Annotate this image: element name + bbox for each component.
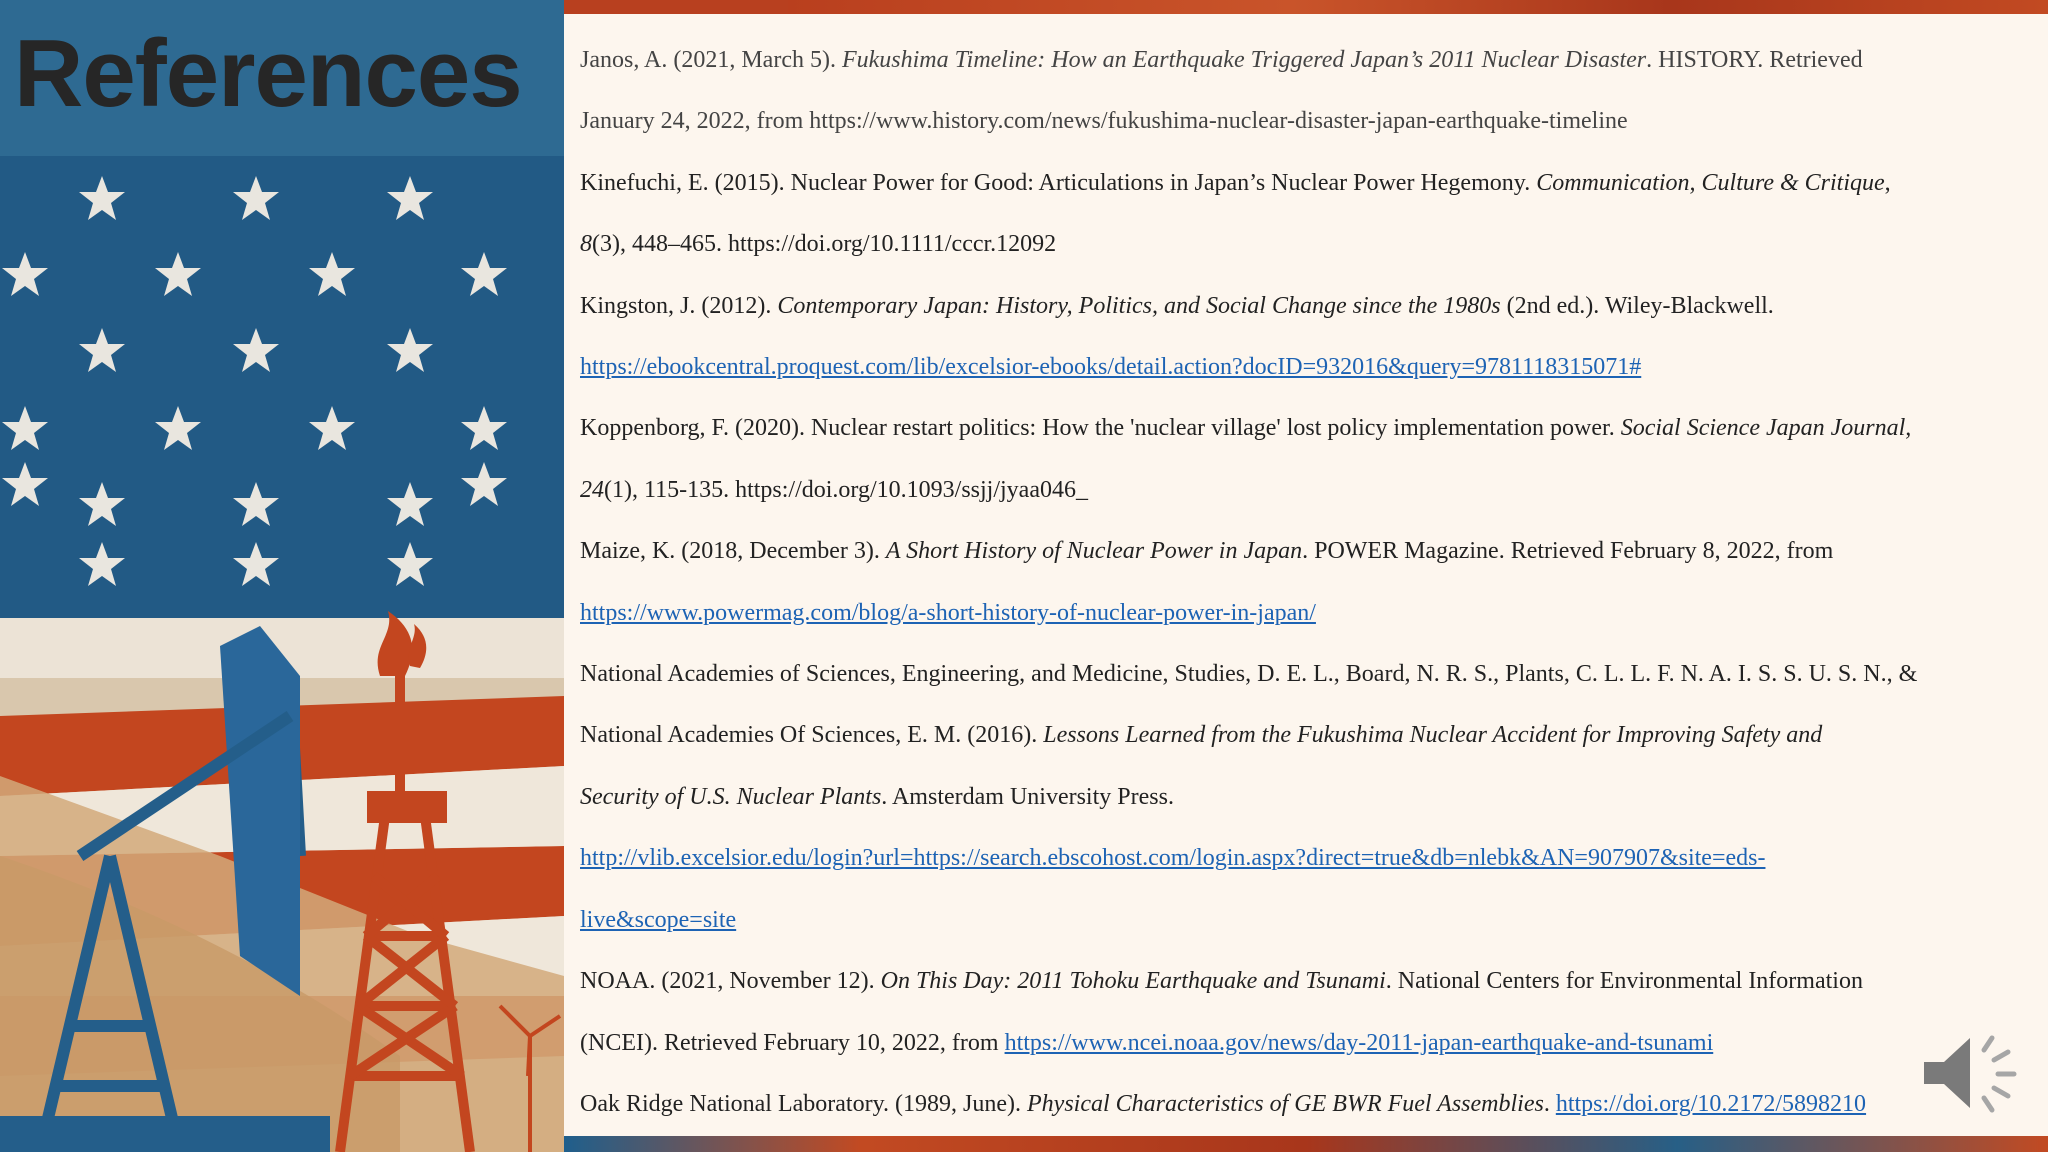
slide-title: References (14, 20, 522, 127)
reference-text: Janos, A. (2021, March 5). (580, 47, 842, 73)
references-panel (564, 14, 2048, 1136)
reference-text: National Academies of Sciences, Engineering, and Medicine, Studies, D. E. L., Board, N. R. S., Plants, C. L. L. F. N. A. I. S. S. U. S. N., & (580, 661, 1918, 688)
reference-text: Koppenborg, F. (2020). Nuclear restart politics: How the 'nuclear village' lost policy implementation power. (580, 415, 1621, 442)
reference-title: Security of U.S. Nuclear Plants (580, 783, 882, 810)
bottom-decorative-strip (564, 1136, 2048, 1152)
reference-link[interactable]: https://ebookcentral.proquest.com/lib/excelsior-ebooks/detail.action?docID=932016&query=9781118315071# (580, 354, 1642, 381)
reference-text: . (1543, 1090, 1556, 1117)
reference-text: Maize, K. (2018, December 3). (580, 538, 886, 565)
reference-koppenborg (580, 398, 2040, 521)
reference-link[interactable]: live&scope=site (580, 906, 737, 933)
reference-text: (3), 448–465. https://doi.org/10.1111/cccr.12092 (592, 231, 1057, 258)
reference-title: Communication, Culture & Critique (1536, 169, 1885, 196)
reference-link[interactable]: https://doi.org/10.2172/5898210 (1555, 1090, 1867, 1117)
reference-title: Contemporary Japan: History, Politics, and Social Change since the 1980s (777, 292, 1501, 319)
reference-title: Lessons Learned from the Fukushima Nuclear Accident for Improving Safety and (1043, 722, 1823, 749)
reference-title: Physical Characteristics of GE BWR Fuel Assemblies (1027, 1090, 1544, 1117)
flag-oil-derrick-illustration (0, 156, 564, 1152)
reference-title: A Short History of Nuclear Power in Japan (885, 538, 1303, 565)
reference-oak-ridge (580, 1074, 2040, 1135)
reference-text: National Academies Of Sciences, E. M. (2016). (580, 722, 1044, 749)
reference-link[interactable]: http://vlib.excelsior.edu/login?url=https://search.ebscohost.com/login.aspx?direct=true&db=nlebk&AN=907907&site=eds- (580, 845, 1766, 872)
reference-kingston (580, 276, 2040, 399)
reference-text: . Amsterdam University Press. (881, 783, 1174, 810)
reference-text: . National Centers for Environmental Information (1385, 968, 1863, 995)
reference-title: Social Science Japan Journal, (1620, 415, 1912, 442)
reference-link[interactable]: https://www.ncei.noaa.gov/news/day-2011-japan-earthquake-and-tsunami (1004, 1029, 1714, 1056)
reference-volume: 24 (580, 476, 604, 503)
reference-janos (580, 30, 2040, 153)
reference-text: Kinefuchi, E. (2015). Nuclear Power for Good: Articulations in Japan’s Nuclear Power Hegemony. (580, 169, 1537, 196)
reference-volume: 8 (580, 231, 592, 258)
speaker-audio-icon[interactable] (1918, 1028, 2022, 1118)
reference-national-academies (580, 644, 2040, 951)
reference-text: . HISTORY. Retrieved (1646, 47, 1863, 73)
reference-title: Fukushima Timeline: How an Earthquake Triggered Japan’s 2011 Nuclear Disaster (841, 47, 1647, 73)
reference-text: Kingston, J. (2012). (580, 292, 778, 319)
reference-text: , (1884, 169, 1891, 196)
reference-text: NOAA. (2021, November 12). (580, 968, 881, 995)
reference-maize (580, 521, 2040, 644)
title-band (0, 0, 564, 156)
reference-text: (NCEI). Retrieved February 10, 2022, from (580, 1029, 1005, 1056)
reference-text: January 24, 2022, from https://www.history.com/news/fukushima-nuclear-disaster-japan-earthquake-timeline (580, 108, 1628, 135)
reference-kinefuchi (580, 153, 2040, 276)
reference-text: . POWER Magazine. Retrieved February 8, 2022, from (1302, 538, 1834, 565)
reference-noaa (580, 951, 2040, 1074)
reference-title: On This Day: 2011 Tohoku Earthquake and Tsunami (880, 968, 1386, 995)
reference-text: (2nd ed.). Wiley-Blackwell. (1500, 292, 1774, 319)
references-list (580, 30, 2040, 1135)
reference-text: (1), 115-135. https://doi.org/10.1093/ssjj/jyaa046_ (604, 476, 1088, 503)
reference-link[interactable]: https://www.powermag.com/blog/a-short-history-of-nuclear-power-in-japan/ (580, 599, 1316, 626)
reference-text: Oak Ridge National Laboratory. (1989, June). (580, 1090, 1027, 1117)
